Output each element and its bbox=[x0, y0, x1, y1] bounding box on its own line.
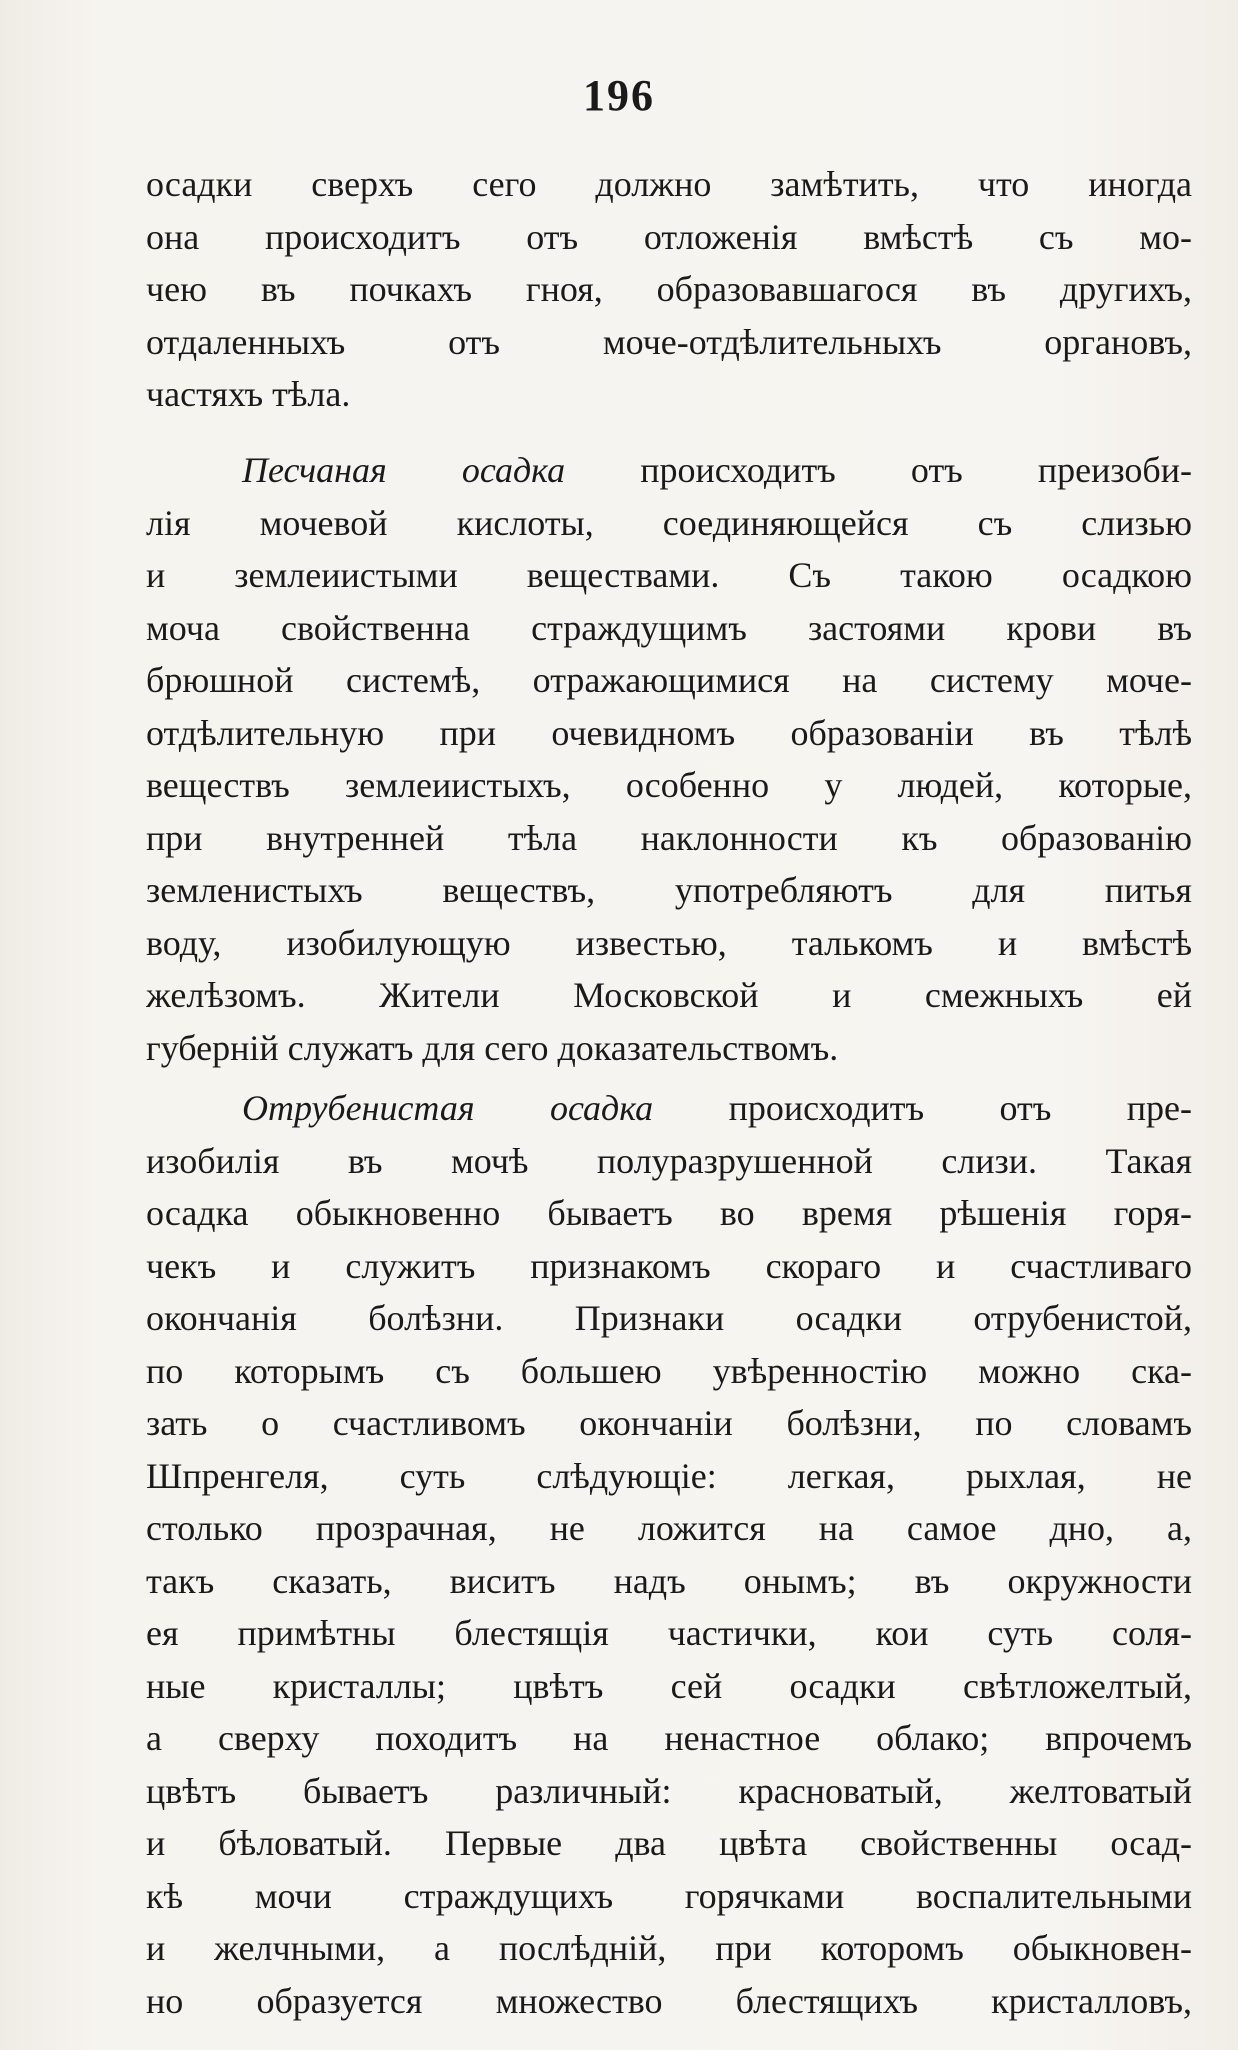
italic-term: Песчаная осадка bbox=[242, 450, 566, 490]
text-fragment: происходитъ отъ преизоби- bbox=[640, 450, 1192, 490]
text-line: веществъ землеиистыхъ, особенно у людей, которые, bbox=[146, 765, 1192, 805]
text-line: отдѣлительную при очевидномъ образованіи въ тѣлѣ bbox=[146, 712, 1192, 753]
text-line: столько прозрачная, не ложится на самое дно, а, bbox=[146, 1508, 1192, 1548]
text-line: желѣзомъ. Жители Московской и смежныхъ ей bbox=[146, 975, 1192, 1015]
italic-term: Отрубенистая осадка bbox=[242, 1088, 654, 1128]
text-line: при внутренней тѣла наклонности къ образованію bbox=[146, 817, 1192, 858]
text-line: и желчными, а послѣдній, при которомъ обыкновен- bbox=[146, 1928, 1192, 1968]
text-line: окончанія болѣзни. Признаки осадки отрубенистой, bbox=[146, 1298, 1192, 1338]
text-line: и землеиистыми веществами. Съ такою осадкою bbox=[146, 555, 1192, 595]
text-line: и бѣловатый. Первые два цвѣта свойственны осад- bbox=[146, 1823, 1192, 1863]
text-line: Шпренгеля, суть слѣдующіе: легкая, рыхлая, не bbox=[146, 1455, 1192, 1496]
text-line: отдаленныхъ отъ моче-отдѣлительныхъ органовъ, bbox=[146, 321, 1192, 362]
text-line: чею въ почкахъ гноя, образовавшагося въ другихъ, bbox=[146, 269, 1192, 309]
paragraph-3 bbox=[146, 1082, 1192, 2027]
text-line: моча свойственна страждущимъ застоями крови въ bbox=[146, 607, 1192, 648]
text-line: брюшной системѣ, отражающимися на систему моче- bbox=[146, 660, 1192, 700]
text-line: частяхъ тѣла. bbox=[146, 374, 351, 414]
text-line: земленистыхъ веществъ, употребляютъ для питья bbox=[146, 870, 1192, 910]
text-line-lead bbox=[146, 444, 1192, 497]
page-number: 196 bbox=[583, 71, 655, 120]
text-line: воду, изобилующую известью, талькомъ и вмѣстѣ bbox=[146, 922, 1192, 963]
text-fragment: происходитъ отъ пре- bbox=[728, 1088, 1192, 1128]
text-line: она происходитъ отъ отложенія вмѣстѣ съ мо- bbox=[146, 216, 1192, 257]
text-line: по которымъ съ большею увѣренностію можно ска- bbox=[146, 1350, 1192, 1391]
text-line: ея примѣтны блестящія частички, кои суть соля- bbox=[146, 1613, 1192, 1653]
text-line: лія мочевой кислоты, соединяющейся съ слизью bbox=[146, 502, 1192, 543]
text-line: зать о счастливомъ окончаніи болѣзни, по словамъ bbox=[146, 1403, 1192, 1443]
text-line: ные кристаллы; цвѣтъ сей осадки свѣтложелтый, bbox=[146, 1665, 1192, 1706]
text-line: а сверху походитъ на ненастное облако; впрочемъ bbox=[146, 1718, 1192, 1758]
text-line: чекъ и служитъ признакомъ скораго и счастливаго bbox=[146, 1245, 1192, 1286]
text-line: цвѣтъ бываетъ различный: красноватый, желтоватый bbox=[146, 1770, 1192, 1811]
text-line: осадка обыкновенно бываетъ во время рѣшенія горя- bbox=[146, 1193, 1192, 1233]
paragraph-2 bbox=[146, 444, 1192, 1074]
text-line: но образуется множество блестящихъ кристалловъ, bbox=[146, 1980, 1192, 2021]
text-line: кѣ мочи страждущихъ горячками воспалительными bbox=[146, 1875, 1192, 1916]
text-line: осадки сверхъ сего должно замѣтить, что иногда bbox=[146, 164, 1192, 204]
paragraph-1 bbox=[146, 158, 1192, 421]
text-line-lead bbox=[146, 1082, 1192, 1135]
text-line: изобилія въ мочѣ полуразрушенной слизи. Такая bbox=[146, 1140, 1192, 1181]
text-line: такъ сказать, виситъ надъ онымъ; въ окружности bbox=[146, 1560, 1192, 1601]
text-line: губерній служатъ для сего доказательствомъ. bbox=[146, 1027, 839, 1068]
